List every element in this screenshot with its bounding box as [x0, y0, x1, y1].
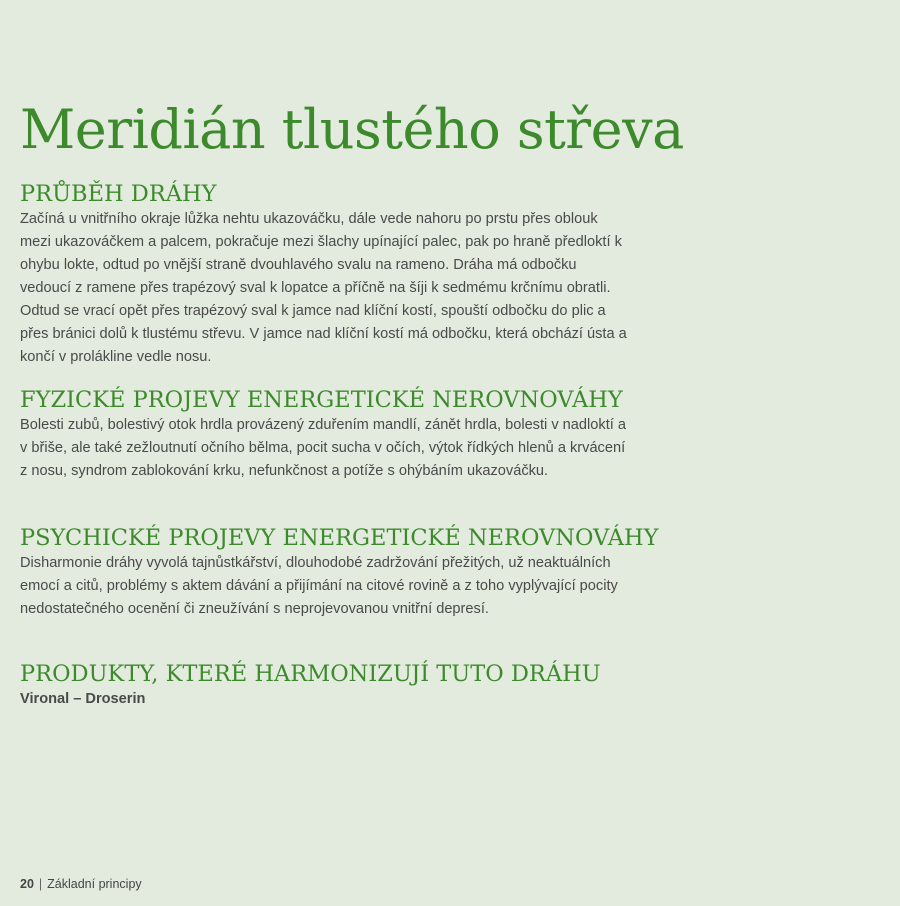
- section-heading: PRŮBĚH DRÁHY: [20, 181, 217, 207]
- section-products: [20, 660, 630, 711]
- page-footer: [20, 877, 142, 891]
- footer-separator: |: [38, 877, 43, 891]
- section-heading: PSYCHICKÉ PROJEVY ENERGETICKÉ NEROVNOVÁHY: [20, 525, 659, 551]
- page-title: Meridián tlustého střeva: [20, 98, 684, 161]
- section-heading: PRODUKTY, KTERÉ HARMONIZUJÍ TUTO DRÁHU: [20, 661, 601, 687]
- section-heading: FYZICKÉ PROJEVY ENERGETICKÉ NEROVNOVÁHY: [20, 387, 623, 413]
- section-course: [20, 180, 630, 369]
- section-psychic-symptoms: [20, 524, 659, 621]
- section-physical-symptoms: [20, 386, 630, 483]
- product-list: Vironal – Droserin: [20, 691, 146, 707]
- section-text: Začíná u vnitřního okraje lůžka nehtu ukazováčku, dále vede nahoru po prstu přes oblouk mezi ukazováčkem a palcem, pokračuje mezi šlachy upínající palec, pak po hraně předloktí k ohybu lokte, odtud po vnější straně dvouhlavého svalu na rameno. Dráha má odbočku vedoucí z ramene přes trapézový sval k lopatce a příčně na šíji k sedmému krčnímu obratli. Odtud se vrací opět přes trapézový sval k jamce nad klíční kostí, spouští odbočku do plic a přes bránici dolů k tlustému střevu. V jamce nad klíční kostí má odbočku, která obchází ústa a končí v prolákline vedle nosu.: [20, 211, 627, 365]
- chapter-name: Základní principy: [47, 877, 142, 891]
- section-text: Disharmonie dráhy vyvolá tajnůstkářství, dlouhodobé zadržování přežitých, už neaktuálních emocí a citů, problémy s aktem dávání a přijímání na citové rovině a z toho vyplývající pocity nedostatečného ocenění či zneužívání s neprojevovanou vnitřní depresí.: [20, 555, 618, 617]
- section-text: Bolesti zubů, bolestivý otok hrdla provázený zduřením mandlí, zánět hrdla, bolesti v nadloktí a v břiše, ale také zežloutnutí očního bělma, pocit sucha v očích, výtok řídkých hlenů a krvácení z nosu, syndrom zablokování krku, nefunkčnost a potíže s ohýbáním ukazováčku.: [20, 417, 626, 479]
- page-number: 20: [20, 877, 34, 891]
